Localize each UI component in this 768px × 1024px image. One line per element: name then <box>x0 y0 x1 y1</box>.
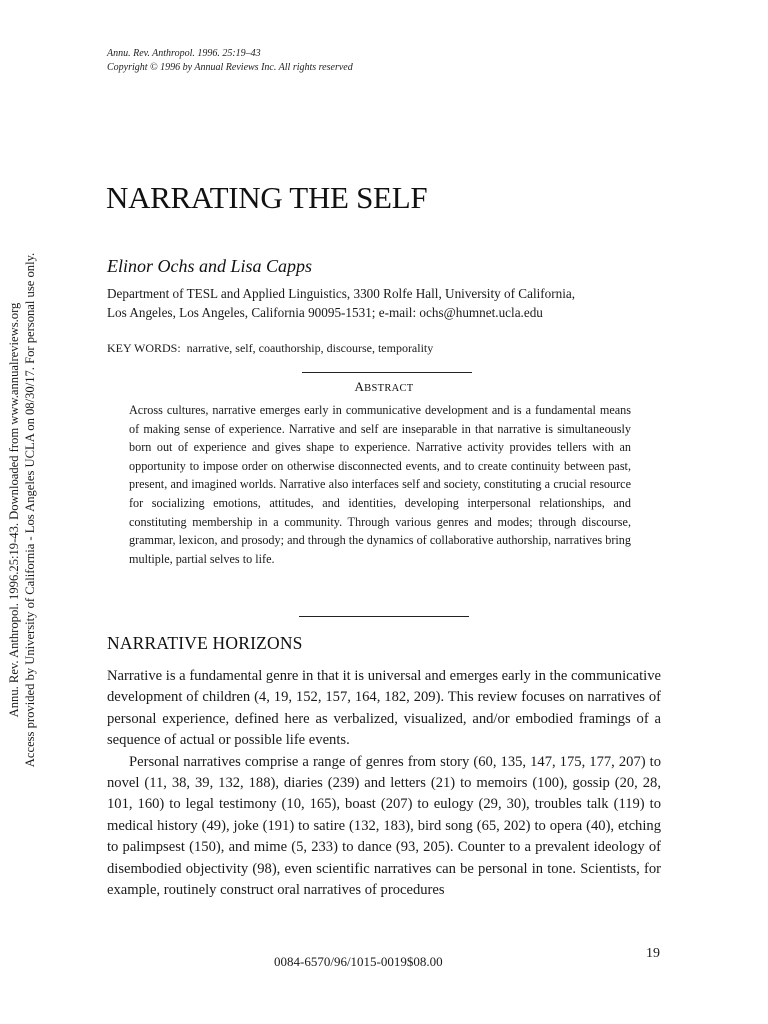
copyright-notice: Copyright © 1996 by Annual Reviews Inc. All rights reserved <box>107 62 353 73</box>
affiliation-line-2: Los Angeles, Los Angeles, California 90095-1531; e-mail: ochs@humnet.ucla.edu <box>107 305 543 320</box>
section-heading: NARRATIVE HORIZONS <box>107 633 303 653</box>
abstract-bottom-rule <box>299 616 469 617</box>
keywords <box>107 341 433 356</box>
body-paragraph: Narrative is a fundamental genre in that it is universal and emerges early in the communicative development of children (4, 19, 152, 157, 164, 182, 209). This review focuses on narratives of personal experience, defined here as verbalized, visualized, and/or embodied framings of a sequence of actual or possible life events. <box>107 668 661 749</box>
download-notice-line-1: Annu. Rev. Anthropol. 1996.25:19-43. Downloaded from www.annualreviews.org <box>7 302 21 718</box>
download-notice-line-2: Access provided by University of California - Los Angeles UCLA on 08/30/17. For personal use only. <box>23 252 37 768</box>
keywords-list: narrative, self, coauthorship, discourse, temporality <box>186 341 434 355</box>
article-title: NARRATING THE SELF <box>106 180 428 215</box>
abstract-heading <box>0 379 768 395</box>
download-notice <box>6 200 38 820</box>
article-code: 0084-6570/96/1015-0019$08.00 <box>274 954 443 969</box>
section-body <box>107 666 661 901</box>
abstract-top-rule <box>302 372 472 373</box>
keywords-label: KEY WORDS: <box>107 341 181 355</box>
author-affiliation <box>107 284 663 322</box>
article-authors: Elinor Ochs and Lisa Capps <box>107 256 313 276</box>
abstract-heading-rest: BSTRACT <box>364 383 414 394</box>
journal-citation: Annu. Rev. Anthropol. 1996. 25:19–43 <box>107 48 261 59</box>
abstract-text: Across cultures, narrative emerges early in communicative development and is a fundamental means of making sense of experience. Narrative and self are inseparable in that narrative is simultaneously born out of experience and gives shape to experience. Narrative activity provides tellers with an opportunity to impose order on otherwise disconnected events, and to create continuity between past, present, and imagined worlds. Narrative also interfaces self and society, constituting a crucial resource for socializing emotions, attitudes, and identities, developing interpersonal relationships, and constituting membership in a community. Through various genres and modes; through discourse, grammar, lexicon, and prosody; and through the dynamics of collaborative authorship, narratives bring multiple, partial selves to life. <box>129 403 631 566</box>
journal-header <box>107 47 353 75</box>
page-number: 19 <box>646 946 660 961</box>
affiliation-line-1: Department of TESL and Applied Linguistics, 3300 Rolfe Hall, University of California, <box>107 286 576 301</box>
abstract-heading-initial: A <box>354 379 365 394</box>
body-paragraph: Personal narratives comprise a range of genres from story (60, 135, 147, 175, 177, 207) to novel (11, 38, 39, 132, 188), diaries (239) and letters (21) to memoirs (100), gossip (20, 28, 101, 160) to legal testimony (10, 165), boast (207) to eulogy (29, 30), troubles talk (119) to medical history (49), joke (191) to satire (132, 183), bird song (65, 202) to opera (40), etching to palimpsest (150), and mime (5, 233) to dance (93, 205). Counter to a prevalent ideology of disembodied objectivity (98), even scientific narratives can be personal in tone. Scientists, for example, routinely construct oral narratives of procedures <box>107 753 661 899</box>
